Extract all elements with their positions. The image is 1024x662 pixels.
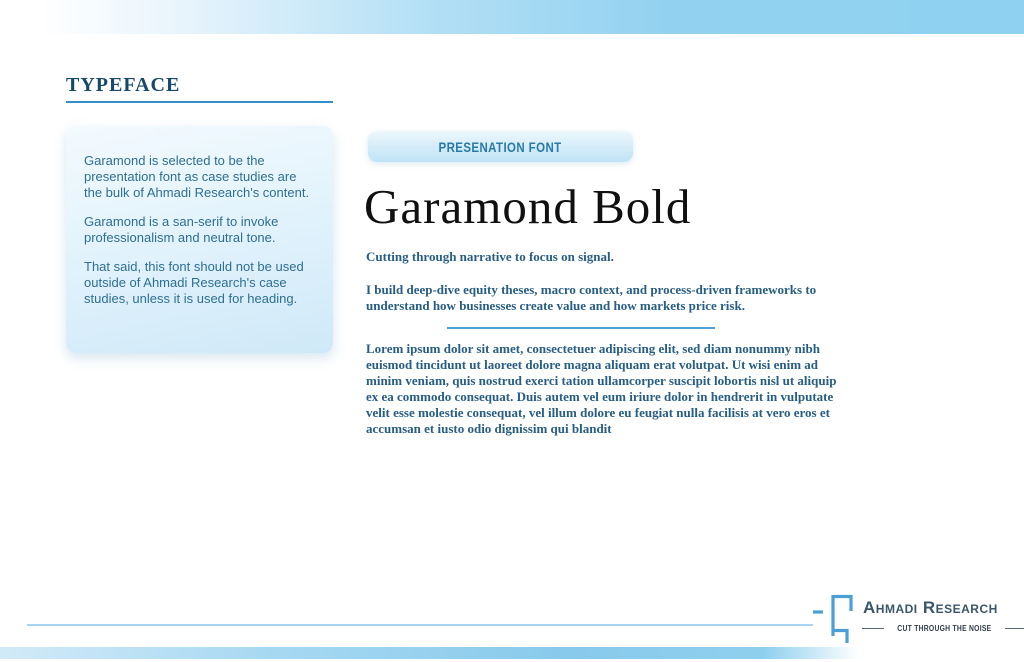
note-paragraph: Garamond is a san-serif to invoke professionalism and neutral tone. xyxy=(84,214,279,245)
note-paragraph: Garamond is selected to be the presentation font as case studies are the bulk of Ahmadi Research's content. xyxy=(84,153,310,200)
tagline-dash-left xyxy=(862,628,884,630)
title-underline xyxy=(66,101,333,103)
brand-tagline: CUT THROUGH THE NOISE xyxy=(897,624,992,633)
brand-name: Ahmadi Research xyxy=(863,598,998,617)
bottom-gradient-bar xyxy=(0,647,868,659)
body-paragraph: Lorem ipsum dolor sit amet, consectetuer adipiscing elit, sed diam nonummy nibh euismod tincidunt ut laoreet dolore magna aliquam erat volutpat. Ut wisi enim ad minim veniam, quis nostrud exerci tation ullamcorper suscipit lobortis nisl ut aliquip ex ea commodo consequat. Duis autem vel eum iriure dolor in hendrerit in vulputate velit esse molestie consequat, vel illum dolore eu feugiat nulla facilisis at vero eros et accumsan et iusto odio dignissim qui blandit xyxy=(366,341,837,436)
section-divider xyxy=(447,327,715,329)
logo-mark-icon xyxy=(812,589,862,647)
note-paragraph: That said, this font should not be used outside of Ahmadi Research's case studies, unless it is used for heading. xyxy=(84,259,304,306)
lead-text: Cutting through narrative to focus on signal. xyxy=(366,249,614,264)
presentation-font-badge xyxy=(368,131,633,162)
note-panel xyxy=(66,126,333,353)
intro-paragraph: I build deep-dive equity theses, macro context, and process-driven frameworks to understand how businesses create value and how markets price risk. xyxy=(366,282,817,313)
top-gradient-bar xyxy=(0,0,1024,34)
font-name-heading: Garamond Bold xyxy=(364,179,692,234)
brand-tagline-row xyxy=(862,624,1024,633)
brand-logo xyxy=(812,589,1012,649)
badge-label: PRESENATION FONT xyxy=(438,138,563,155)
page-title: TYPEFACE xyxy=(66,74,181,96)
tagline-dash-right xyxy=(1005,628,1024,630)
footer-rule xyxy=(27,624,813,626)
